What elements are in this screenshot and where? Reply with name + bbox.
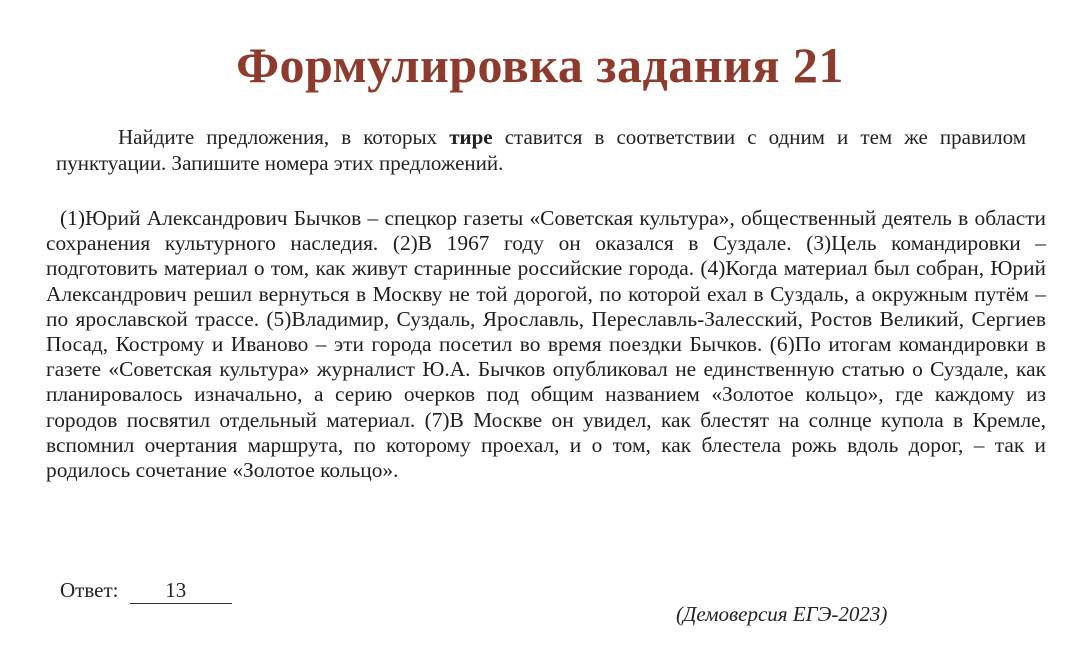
page-title: Формулировка задания 21 bbox=[236, 37, 844, 93]
source-caption: (Демоверсия ЕГЭ-2023) bbox=[676, 602, 888, 626]
instruction-text-end: ставится в соответствии с одним и тем же правилом пунктуации. Запишите номера этих предложений. bbox=[56, 125, 1027, 175]
answer-row bbox=[60, 578, 232, 604]
source-text: (1)Юрий Александрович Бычков – спецкор газеты «Советская культура», общественный деятель в области сохранения культурного наследия. (2)В 1967 году он оказался в Суздале. (3)Цель командировки – подготовить материал о том, как живут старинные российские города. (4)Когда материал был собран, Юрий Александрович решил вернуться в Москву не той дорогой, по которой ехал в Суздаль, а окружным путём – по ярославской трассе. (5)Владимир, Суздаль, Ярославль, Переславль-Залесский, Ростов Великий, Сергиев Посад, Кострому и Иваново – эти города посетил во время поездки Бычков. (6)По итогам командировки в газете «Советская культура» журналист Ю.А. Бычков опубликовал не единственную статью о Суздале, как планировалось изначально, а серию очерков под общим названием «Золотое кольцо», где каждому из городов посвятил отдельный материал. (7)В Москве он увидел, как блестят на солнце купола в Кремле, вспомнил очертания маршрута, по которому проехал, и о том, как блестела рожь вдоль дорог, – так и родилось сочетание «Золотое кольцо». bbox=[46, 206, 1046, 483]
answer-label: Ответ: bbox=[60, 578, 119, 602]
instruction-bold-word: тире bbox=[449, 125, 493, 149]
task-instruction bbox=[56, 124, 1026, 176]
instruction-text-start: Найдите предложения, в которых bbox=[118, 125, 450, 149]
answer-value: 13 bbox=[130, 578, 232, 604]
